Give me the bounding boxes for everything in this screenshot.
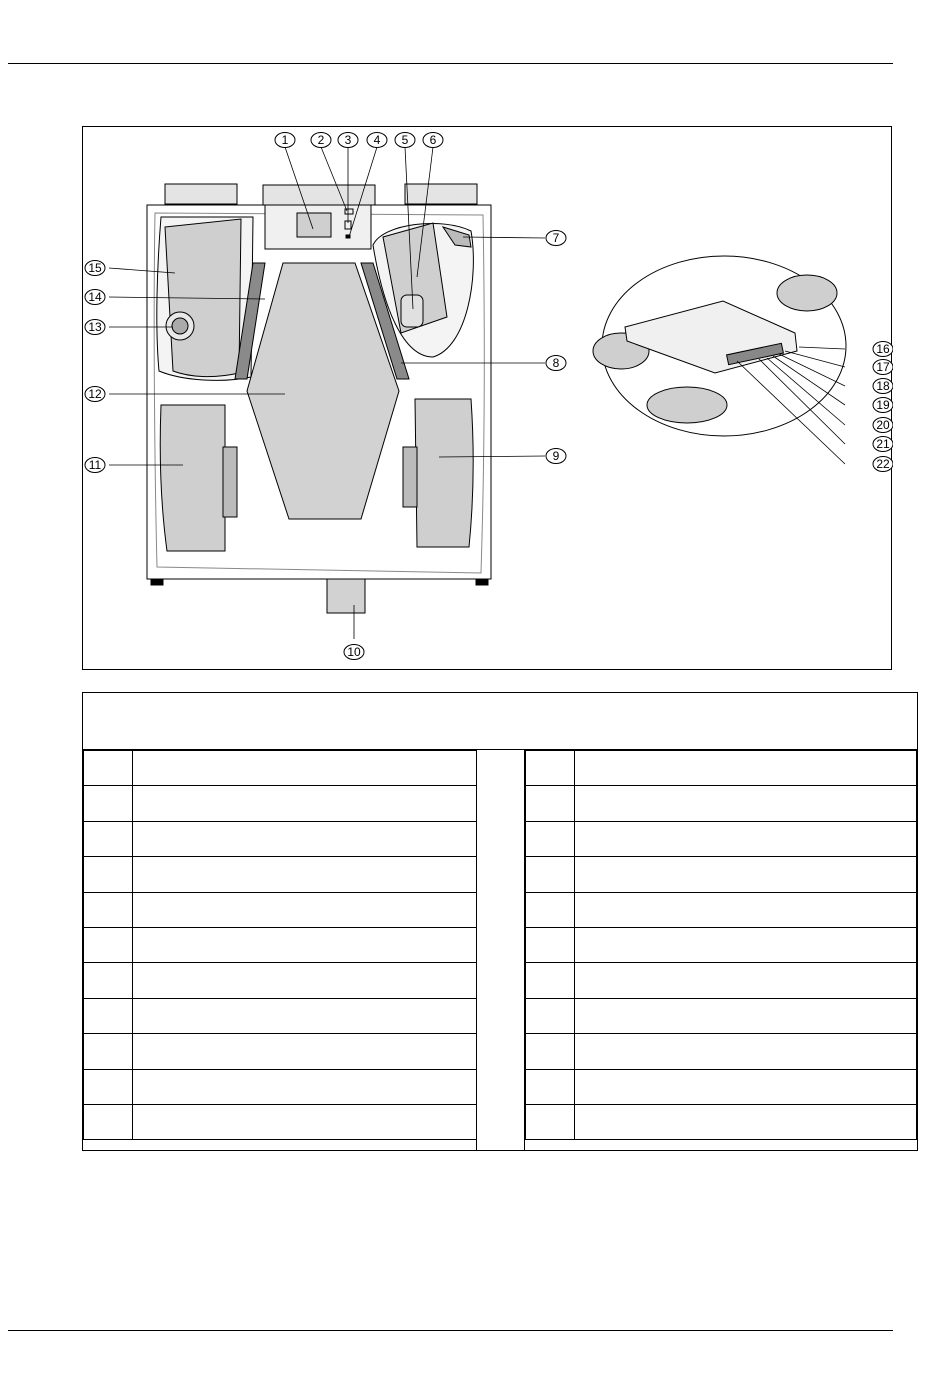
legend-left-column: [83, 750, 477, 1140]
legend-row-text: [133, 963, 477, 998]
callout-status-indicator: [311, 133, 331, 148]
legend-row: [526, 892, 917, 927]
legend-row: [526, 1104, 917, 1139]
callout-connector-21: [873, 437, 893, 452]
legend-row: [526, 927, 917, 962]
legend-row-number: [526, 786, 575, 821]
callout-number: 9: [552, 449, 560, 463]
callout-condensate-drain: [344, 645, 364, 660]
control-display-shape: [297, 213, 331, 237]
callout-temperature-sensor: [546, 231, 566, 246]
legend-row-number: [84, 1034, 133, 1069]
callout-connector-16: [873, 342, 893, 357]
legend-row: [84, 1104, 477, 1139]
callout-connector-20: [873, 418, 893, 433]
callout-left-filter: [85, 290, 105, 305]
legend-row: [526, 751, 917, 786]
callout-number: 6: [429, 133, 437, 147]
legend-row-text: [133, 892, 477, 927]
callout-number: 5: [401, 133, 409, 147]
legend-row-number: [526, 963, 575, 998]
callout-number: 20: [876, 418, 890, 432]
legend-row-number: [84, 786, 133, 821]
legend-row-number: [84, 751, 133, 786]
callout-connector-17: [873, 360, 893, 375]
callout-number: 11: [88, 458, 102, 472]
legend-row-number: [84, 927, 133, 962]
zoom-spigot-right: [777, 275, 837, 311]
legend-row: [526, 998, 917, 1033]
legend-row-text: [574, 751, 916, 786]
legend-row-text: [133, 1069, 477, 1104]
legend-row: [84, 751, 477, 786]
header-rule: [8, 63, 893, 64]
legend-row-number: [84, 857, 133, 892]
callout-number: 7: [552, 231, 560, 245]
legend-spacer: [476, 750, 525, 1151]
legend-row-number: [84, 1104, 133, 1139]
legend-title: [83, 693, 917, 750]
callout-number: 19: [876, 398, 890, 412]
callout-bypass-housing: [423, 133, 443, 148]
legend-row-text: [574, 892, 916, 927]
callout-number: 17: [876, 360, 890, 374]
top-spigot-middle: [263, 185, 375, 207]
legend-row-number: [526, 751, 575, 786]
legend-row: [84, 892, 477, 927]
legend-row-number: [84, 821, 133, 856]
legend-right-column: [525, 750, 917, 1140]
legend-row-text: [574, 857, 916, 892]
left-fan-motor: [223, 447, 237, 517]
unit-diagram: [83, 127, 893, 671]
preheater-sensor-core: [172, 318, 188, 334]
zoom-spigot-bottom: [647, 387, 727, 423]
legend-row-number: [526, 1069, 575, 1104]
callout-number: 22: [876, 457, 890, 471]
legend-row-text: [574, 1069, 916, 1104]
unit-diagram-figure: [82, 126, 892, 670]
legend-row-text: [574, 963, 916, 998]
legend-row-number: [84, 892, 133, 927]
legend-row: [84, 857, 477, 892]
right-fan-motor: [403, 447, 417, 507]
callout-number: 15: [88, 261, 102, 275]
legend-row: [84, 1034, 477, 1069]
legend-row-text: [133, 821, 477, 856]
callout-left-fan: [85, 458, 105, 473]
legend-row-number: [84, 1069, 133, 1104]
callout-connector-18: [873, 379, 893, 394]
callout-button: [338, 133, 358, 148]
callout-number: 1: [281, 133, 289, 147]
legend-row-number: [84, 998, 133, 1033]
callout-right-fan: [546, 449, 566, 464]
legend-row: [84, 786, 477, 821]
legend-row: [84, 821, 477, 856]
condensate-drain-shape: [327, 579, 365, 613]
legend-row: [84, 963, 477, 998]
legend-row: [526, 1069, 917, 1104]
foot-right: [476, 579, 488, 585]
legend-table: [82, 692, 918, 1151]
callout-service-port: [367, 133, 387, 148]
callout-number: 16: [876, 342, 890, 356]
callout-number: 8: [552, 356, 560, 370]
legend-row-text: [574, 1104, 916, 1139]
legend-row-text: [133, 857, 477, 892]
foot-left: [151, 579, 163, 585]
callout-connector-19: [873, 398, 893, 413]
callout-number: 12: [88, 387, 102, 401]
legend-row-number: [526, 998, 575, 1033]
callout-number: 14: [88, 290, 102, 304]
bypass-valve-shape: [401, 295, 423, 327]
legend-row-text: [133, 786, 477, 821]
legend-row-number: [526, 821, 575, 856]
legend-row-text: [574, 1034, 916, 1069]
legend-row-number: [526, 927, 575, 962]
callout-number: 13: [88, 320, 102, 334]
callout-control-display: [275, 133, 295, 148]
legend-row: [526, 821, 917, 856]
legend-row: [84, 927, 477, 962]
legend-row-number: [526, 1034, 575, 1069]
legend-row: [84, 998, 477, 1033]
callout-number: 2: [317, 133, 325, 147]
legend-row-text: [133, 998, 477, 1033]
legend-row-text: [574, 998, 916, 1033]
legend-row-text: [574, 821, 916, 856]
legend-row-text: [133, 927, 477, 962]
legend-row: [526, 1034, 917, 1069]
legend-row: [84, 1069, 477, 1104]
callout-number: 10: [347, 645, 361, 659]
legend-row: [526, 857, 917, 892]
legend-row-text: [133, 1034, 477, 1069]
legend-row-number: [526, 892, 575, 927]
left-fan-shape: [160, 405, 225, 551]
callout-number: 3: [344, 133, 352, 147]
callout-number: 4: [373, 133, 381, 147]
callout-preheater: [85, 261, 105, 276]
legend-row-text: [574, 927, 916, 962]
legend-row: [526, 963, 917, 998]
callout-bypass-valve: [395, 133, 415, 148]
callout-heat-exchanger: [85, 387, 105, 402]
callout-connector-22: [873, 457, 893, 472]
legend-row-number: [84, 963, 133, 998]
top-spigot-right: [405, 184, 477, 204]
footer-rule: [8, 1330, 893, 1331]
legend-row-text: [133, 1104, 477, 1139]
callout-number: 18: [876, 379, 890, 393]
callout-right-filter: [546, 356, 566, 371]
legend-row-number: [526, 1104, 575, 1139]
top-spigot-left: [165, 184, 237, 204]
legend-row: [526, 786, 917, 821]
legend-row-text: [133, 751, 477, 786]
callout-number: 21: [876, 437, 890, 451]
legend-row-number: [526, 857, 575, 892]
legend-row-text: [574, 786, 916, 821]
callout-preheater-sensor: [85, 320, 105, 335]
right-fan-shape: [415, 399, 473, 547]
